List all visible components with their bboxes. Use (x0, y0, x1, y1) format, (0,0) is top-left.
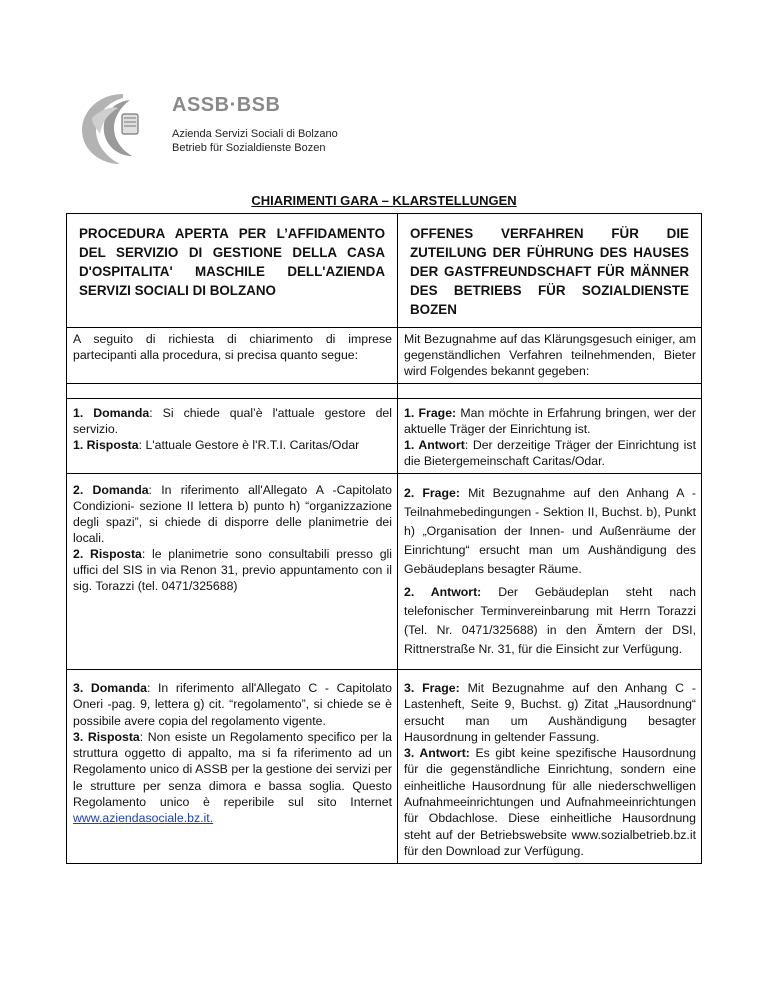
spacer-cell (67, 384, 398, 399)
heading-it: PROCEDURA APERTA PER L’AFFIDAMENTO DEL SERVIZIO DI GESTIONE DELLA CASA D'OSPITALITA' MASCHILE DELL'AZIENDA SERVIZI SOCIALI DI BOLZANO (79, 226, 385, 298)
question-label: 2. Frage: (404, 486, 460, 500)
spacer-cell (398, 384, 702, 399)
answer-text: : le planimetrie sono consultabili presso gli uffici del SIS in via Renon 31, previo appuntamento con il sig. Torazzi (tel. 0471/325688) (73, 547, 392, 593)
question-label: 1. Domanda (73, 406, 150, 420)
question-label: 3. Domanda (73, 681, 147, 695)
clarifications-table (66, 213, 702, 864)
question-label: 1. Frage: (404, 406, 457, 420)
logo-swirl-icon (78, 88, 168, 168)
heading-de: OFFENES VERFAHREN FÜR DIE ZUTEILUNG DER FÜHRUNG DES HAUSES DER GASTFREUNDSCHAFT FÜR MÄNNER DES BETRIEBS FÜR SOZIALDIENSTE BOZEN (410, 226, 689, 317)
intro-de: Mit Bezugnahme auf das Klärungsgesuch einiger, am gegenständlichen Verfahren teilnehmenden, Bieter wird Folgendes bekannt gegeben: (398, 328, 702, 384)
question-de (404, 484, 696, 579)
website-link[interactable]: www.aziendasociale.bz.it. (73, 811, 214, 826)
question-2-it (67, 474, 398, 670)
intro-it: A seguito di richiesta di chiarimento di imprese partecipanti alla procedura, si precisa quanto segue: (67, 328, 398, 384)
answer-label: 3. Risposta (73, 729, 140, 744)
logo-line-italian: Azienda Servizi Sociali di Bolzano (172, 128, 338, 140)
question-text: Mit Bezugnahme auf den Anhang C - Lastenheft, Seite 9, Buchst. g) Zitat „Hausordnung“ ersucht man um Aushändigung besagter Hausordnung in geltender Fassung. (404, 681, 696, 744)
heading-cell-de (398, 214, 702, 328)
question-text: Mit Bezugnahme auf den Anhang A - Teilnahmebedingungen - Sektion II, Buchst. b), Punkt h) „Organisation der Innen- und Außenräume der Einrichtung“ ersucht man um Aushändigung des Gebäudeplans besagter Räume. (404, 486, 696, 576)
question-it (73, 680, 392, 729)
answer-text: : L'attuale Gestore è l'R.T.I. Caritas/Odar (138, 438, 360, 452)
answer-text: Der Gebäudeplan steht nach telefonischer Terminvereinbarung mit Herrn Torazzi (Tel. Nr. 0471/325688) in den Ämtern der DSI, Rittnerstraße Nr. 31, für die Einsicht zur Verfügung. (404, 585, 696, 656)
question-1-it (67, 399, 398, 474)
logo-line-german: Betrieb für Sozialdienste Bozen (172, 142, 326, 154)
table-row-spacer (67, 384, 702, 399)
answer-it (73, 437, 392, 453)
question-text: Man möchte in Erfahrung bringen, wer der aktuelle Träger der Einrichtung ist. (404, 406, 696, 436)
table-row-intro (67, 328, 702, 384)
question-3-de (398, 670, 702, 864)
logo-name: ASSB·BSB (172, 94, 281, 116)
document-title: CHIARIMENTI GARA – KLARSTELLUNGEN (251, 193, 517, 208)
question-it (73, 482, 392, 546)
answer-label: 1. Risposta (73, 438, 139, 452)
answer-label: 1. Antwort (404, 438, 465, 452)
question-it (73, 405, 392, 437)
answer-label: 2. Antwort: (404, 585, 482, 599)
question-de (404, 405, 696, 437)
question-text: : In riferimento all'Allegato A -Capitolato Condizioni- sezione II lettera b) punto h) “organizzazione degli spazi”, si chiede di disporre delle planimetrie dei locali. (73, 483, 392, 545)
table-row-question-1 (67, 399, 702, 474)
answer-de (404, 745, 696, 859)
question-text: : In riferimento all'Allegato C - Capitolato Oneri -pag. 9, lettera g) cit. “regolamento”, si chiede se è possibile avere copia del regolamento vigente. (73, 681, 392, 728)
table-row-question-2 (67, 474, 702, 670)
question-label: 2. Domanda (73, 483, 149, 497)
answer-text: : Der derzeitige Träger der Einrichtung ist die Bietergemeinschaft Caritas/Odar. (404, 438, 696, 468)
table-row-heading (67, 214, 702, 328)
question-1-de (398, 399, 702, 474)
question-de (404, 680, 696, 745)
question-text: : Si chiede qual’è l'attuale gestore del servizio. (73, 406, 392, 436)
answer-it (73, 729, 392, 827)
answer-text: Es gibt keine spezifische Hausordnung für die gegenständliche Einrichtung, sondern eine einheitliche Hausordnung für alle niederschwelligen Aufnahmeeinrichtungen und Aufnahmeeinrichtungen für Obdachlose. Diese einheitliche Hausordnung steht auf der Betriebswebsite www.sozialbetrieb.bz.it für den Download zur Verfügung. (404, 746, 696, 858)
answer-de (404, 437, 696, 469)
question-3-it (67, 670, 398, 864)
organization-logo (78, 88, 338, 168)
heading-cell-it (67, 214, 398, 328)
question-2-de (398, 474, 702, 670)
table-row-question-3 (67, 670, 702, 864)
answer-label: 3. Antwort: (404, 746, 470, 761)
question-label: 3. Frage: (404, 681, 460, 695)
answer-de (404, 583, 696, 659)
answer-text: : Non esiste un Regolamento specifico per la struttura oggetto di appalto, ma si fa riferimento ad un Regolamento unico di ASSB per la gestione dei servizi per le strutture per senza dimora e bassa soglia. Questo Regolamento unico è reperibile sul sito Internet (73, 729, 392, 810)
answer-it (73, 546, 392, 594)
answer-label: 2. Risposta (73, 547, 142, 561)
